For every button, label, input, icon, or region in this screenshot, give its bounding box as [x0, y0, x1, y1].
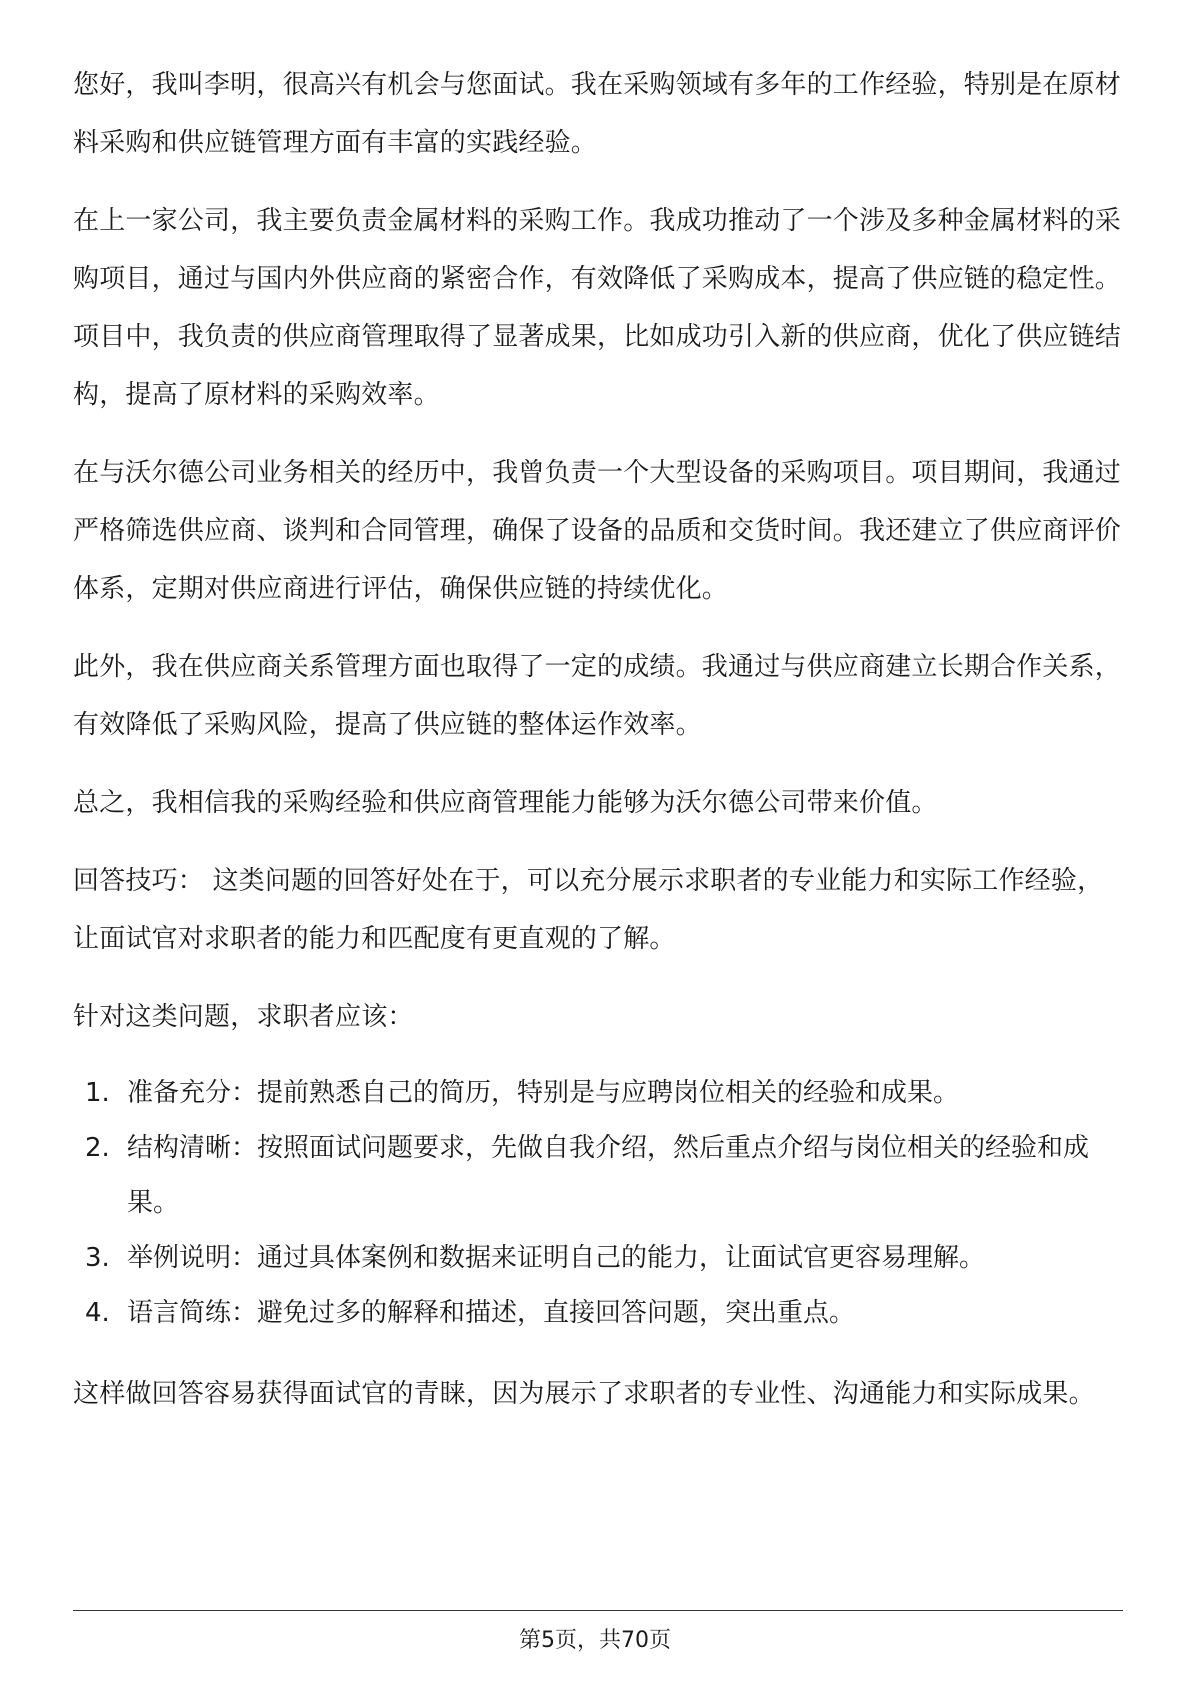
list-item-text: 结构清晰：按照面试问题要求，先做自我介绍，然后重点介绍与岗位相关的经验和成果。 — [127, 1133, 1090, 1218]
paragraph-summary: 总之，我相信我的采购经验和供应商管理能力能够为沃尔德公司带来价值。 — [73, 788, 938, 818]
paragraph-answer-tips: 回答技巧： 这类问题的回答好处在于，可以充分展示求职者的专业能力和实际工作经验，让面试官对求职者的能力和匹配度有更直观的了解。 — [73, 866, 1104, 954]
paragraph-closing: 这样做回答容易获得面试官的青睐，因为展示了求职者的专业性、沟通能力和实际成果。 — [73, 1379, 1095, 1409]
paragraph-related-experience: 在与沃尔德公司业务相关的经历中，我曾负责一个大型设备的采购项目。项目期间，我通过严格筛选供应商、谈判和合同管理，确保了设备的品质和交货时间。我还建立了供应商评价体系，定期对供应商进行评估，确保供应链的持续优化。 — [73, 458, 1122, 604]
list-item-text: 举例说明：通过具体案例和数据来证明自己的能力，让面试官更容易理解。 — [127, 1243, 986, 1273]
paragraph-intro: 您好，我叫李明，很高兴有机会与您面试。我在采购领域有多年的工作经验，特别是在原材料采购和供应链管理方面有丰富的实践经验。 — [73, 70, 1122, 158]
list-item — [73, 1231, 1123, 1286]
paragraph-previous-company: 在上一家公司，我主要负责金属材料的采购工作。我成功推动了一个涉及多种金属材料的采购项目，通过与国内外供应商的紧密合作，有效降低了采购成本，提高了供应链的稳定性。项目中，我负责的供应商管理取得了显著成果，比如成功引入新的供应商，优化了供应链结构，提高了原材料的采购效率。 — [73, 206, 1122, 410]
list-item — [73, 1066, 1123, 1121]
tips-list — [73, 1066, 1123, 1341]
list-item — [73, 1286, 1123, 1341]
list-item-text: 准备充分：提前熟悉自己的简历，特别是与应聘岗位相关的经验和成果。 — [127, 1078, 960, 1108]
list-item-text: 语言简练：避免过多的解释和描述，直接回答问题，突出重点。 — [127, 1298, 856, 1328]
page-number: 第5页，共70页 — [519, 1628, 671, 1653]
list-item — [73, 1121, 1123, 1231]
paragraph-supplier-relations: 此外，我在供应商关系管理方面也取得了一定的成绩。我通过与供应商建立长期合作关系，有效降低了采购风险，提高了供应链的整体运作效率。 — [73, 652, 1122, 740]
paragraph-advice-intro: 针对这类问题，求职者应该： — [73, 1002, 414, 1032]
list-number: 1. — [85, 1078, 110, 1108]
list-number: 4. — [85, 1298, 110, 1328]
list-number: 2. — [85, 1133, 110, 1163]
document-body — [73, 56, 1123, 1443]
list-number: 3. — [85, 1243, 110, 1273]
footer-divider — [73, 1610, 1123, 1611]
